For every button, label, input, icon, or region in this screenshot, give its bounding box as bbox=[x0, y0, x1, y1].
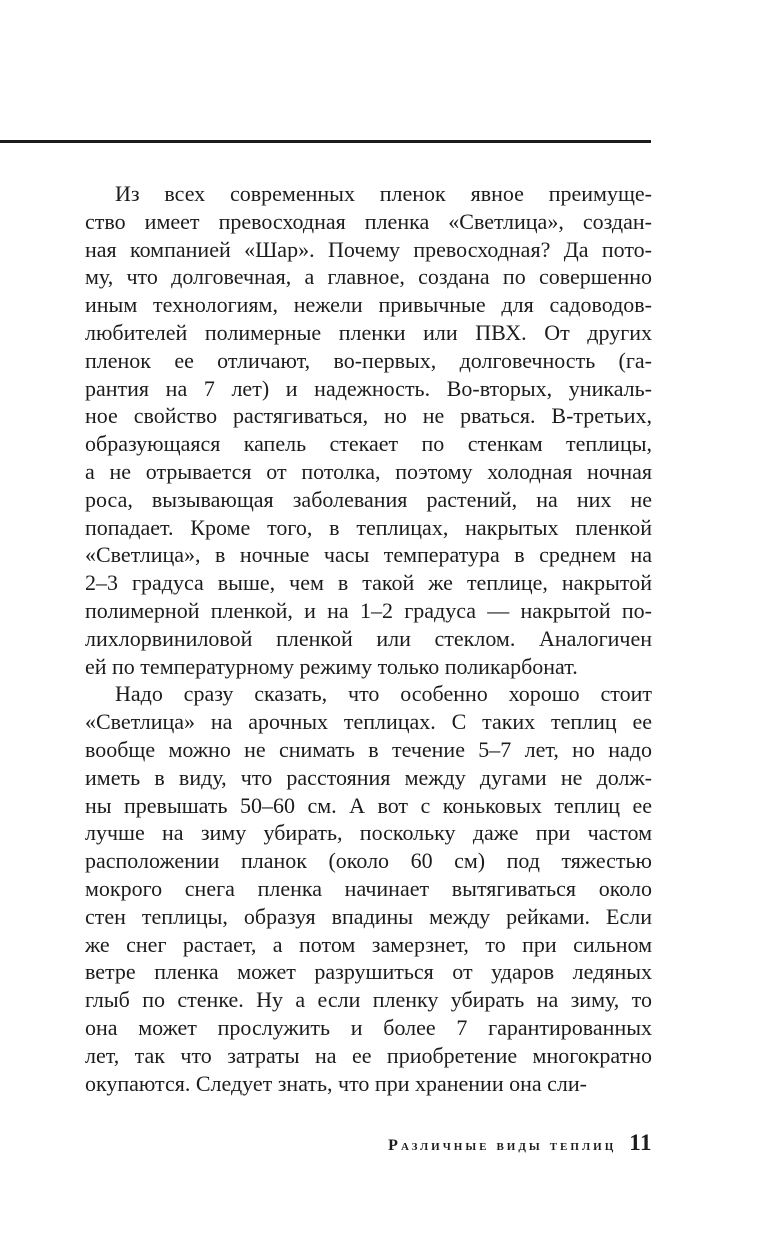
text-line: же снег растает, а потом замерзнет, то при сильном bbox=[85, 931, 652, 957]
text-line: пленок ее отличают, во-первых, долговечность (га- bbox=[85, 347, 652, 373]
text-line: вообще можно не снимать в течение 5–7 лет, но надо bbox=[85, 736, 652, 762]
text-line: ная компанией «Шар». Почему превосходная? Да пото- bbox=[85, 236, 652, 262]
text-line: полимерной пленкой, и на 1–2 градуса — накрытой по- bbox=[85, 597, 652, 623]
text-line: а не отрывается от потолка, поэтому холодная ночная bbox=[85, 458, 652, 484]
text-line: иным технологиям, нежели привычные для садоводов- bbox=[85, 292, 652, 318]
text-line: «Светлица», в ночные часы температура в среднем на bbox=[85, 542, 652, 568]
text-line: Надо сразу сказать, что особенно хорошо стоит bbox=[115, 681, 652, 707]
text-line: попадает. Кроме того, в теплицах, накрытых пленкой bbox=[85, 514, 652, 540]
text-line: рантия на 7 лет) и надежность. Во-вторых, уникаль- bbox=[85, 375, 652, 401]
text-line: ей по температурному режиму только поликарбонат. bbox=[85, 653, 578, 679]
text-line: лучше на зиму убирать, поскольку даже при частом bbox=[85, 820, 652, 846]
text-line: любителей полимерные пленки или ПВХ. От других bbox=[85, 319, 652, 345]
text-line: окупаются. Следует знать, что при хранении она сли- bbox=[85, 1070, 587, 1096]
paragraph bbox=[85, 680, 652, 1097]
text-line: «Светлица» на арочных теплицах. С таких теплиц ее bbox=[85, 709, 652, 735]
text-line: расположении планок (около 60 см) под тяжестью bbox=[85, 848, 652, 874]
text-line: роса, вызывающая заболевания растений, на них не bbox=[85, 486, 652, 512]
text-line: она может прослужить и более 7 гарантированных bbox=[85, 1014, 652, 1040]
text-line: образующаяся капель стекает по стенкам теплицы, bbox=[85, 431, 652, 457]
header-rule bbox=[0, 140, 651, 143]
text-line: стен теплицы, образуя впадины между рейками. Если bbox=[85, 903, 652, 929]
page-footer bbox=[388, 1130, 652, 1156]
text-line: ны превышать 50–60 см. А вот с коньковых теплиц ее bbox=[85, 792, 652, 818]
text-line: ство имеет превосходная пленка «Светлица», создан- bbox=[85, 208, 652, 234]
footer-chapter-title: Различные виды теплиц bbox=[388, 1137, 617, 1154]
paragraph bbox=[85, 180, 652, 680]
footer-page-number: 11 bbox=[629, 1130, 652, 1155]
text-line: лет, так что затраты на ее приобретение многократно bbox=[85, 1042, 652, 1068]
text-line: лихлорвиниловой пленкой или стеклом. Аналогичен bbox=[85, 625, 652, 651]
text-line: глыб по стенке. Ну а если пленку убирать на зиму, то bbox=[85, 987, 652, 1013]
text-line: 2–3 градуса выше, чем в такой же теплице, накрытой bbox=[85, 570, 652, 596]
text-line: иметь в виду, что расстояния между дугами не долж- bbox=[85, 764, 652, 790]
text-line: му, что долговечная, а главное, создана по совершенно bbox=[85, 264, 652, 290]
text-line: ное свойство растягиваться, но не рваться. В-третьих, bbox=[85, 403, 652, 429]
text-line: ветре пленка может разрушиться от ударов ледяных bbox=[85, 959, 652, 985]
text-line: Из всех современных пленок явное преимуще- bbox=[115, 181, 652, 206]
text-block bbox=[85, 180, 652, 1097]
text-line: мокрого снега пленка начинает вытягиваться около bbox=[85, 875, 652, 901]
